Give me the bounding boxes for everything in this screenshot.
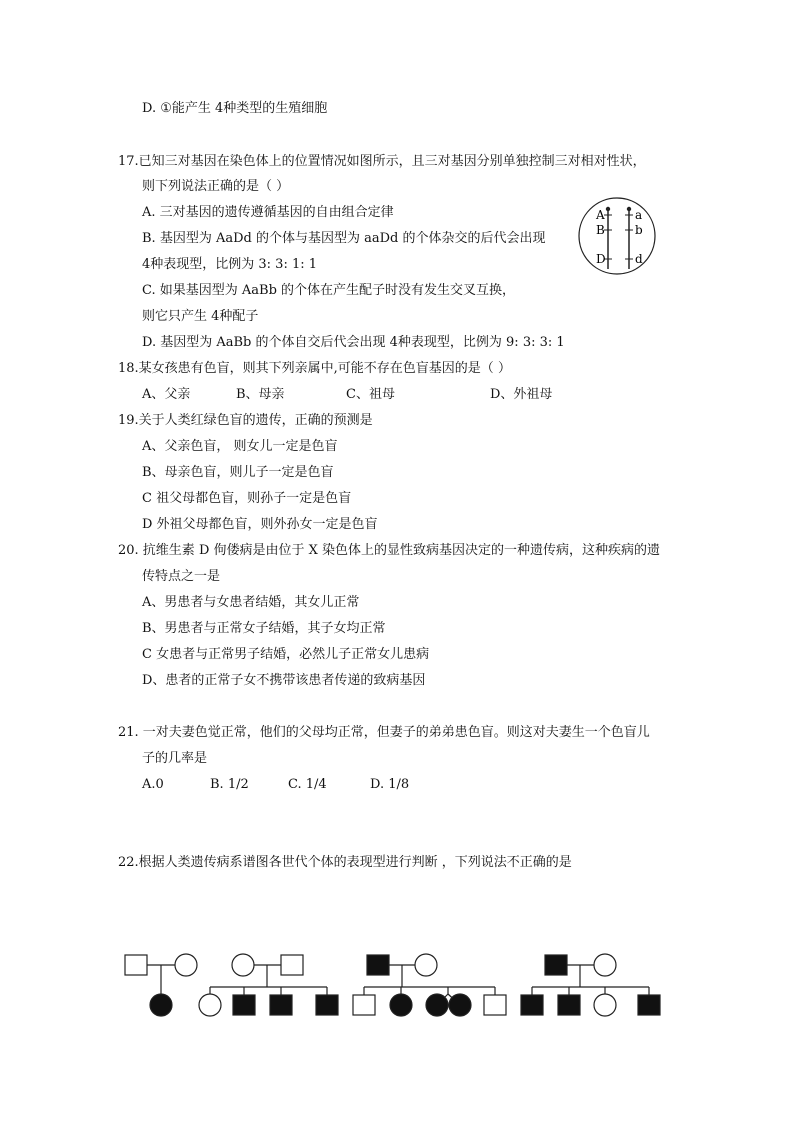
female-normal <box>232 954 254 976</box>
allele-label-d-upper: D <box>596 252 606 266</box>
q21-option-b: B. 1/2 <box>210 777 249 792</box>
male-affected <box>316 995 338 1015</box>
q17-option-a: A. 三对基因的遗传遵循基因的自由组合定律 <box>142 205 394 220</box>
q20-stem-line2: 传特点之一是 <box>142 569 221 584</box>
q17-option-c-line2: 则它只产生 4种配子 <box>142 309 259 324</box>
female-normal <box>594 954 616 976</box>
q20-option-b: B、男患者与正常女子结婚，其子女均正常 <box>142 621 386 636</box>
q20-option-a: A、男患者与女患者结婚，其女儿正常 <box>142 595 360 610</box>
male-affected <box>545 955 567 975</box>
male-affected <box>233 995 255 1015</box>
female-affected <box>390 994 412 1016</box>
female-affected-twin <box>449 994 471 1016</box>
pedigree-charts <box>110 945 670 1023</box>
q20-option-c: C 女患者与正常男子结婚，必然儿子正常女儿患病 <box>142 647 430 662</box>
pedigree-family-4 <box>521 954 660 1016</box>
q17-option-c-line1: C. 如果基因型为 AaBb 的个体在产生配子时没有发生交叉互换， <box>142 283 516 298</box>
q17-stem-line2: 则下列说法正确的是（ ） <box>142 179 290 194</box>
female-affected <box>150 994 172 1016</box>
q17-stem-line1: 17.已知三对基因在染色体上的位置情况如图所示，且三对基因分别单独控制三对相对性状， <box>118 154 646 169</box>
male-normal <box>484 995 506 1015</box>
female-normal <box>594 994 616 1016</box>
female-normal <box>199 994 221 1016</box>
q16-option-d: D. ①能产生 4种类型的生殖细胞 <box>142 101 328 116</box>
q17-option-d: D. 基因型为 AaBb 的个体自交后代会出现 4种表现型，比例为 9: 3: 3: 1 <box>142 335 565 350</box>
female-normal <box>415 954 437 976</box>
q20-stem-line1: 20. 抗维生素 D 佝偻病是由位于 X 染色体上的显性致病基因决定的一种遗传病，这种疾病的遗 <box>118 543 661 558</box>
male-affected <box>367 955 389 975</box>
male-affected <box>521 995 543 1015</box>
male-normal <box>353 995 375 1015</box>
pedigree-family-2 <box>199 954 338 1016</box>
q17-option-b-line2: 4种表现型，比例为 3: 3: 1: 1 <box>142 257 318 272</box>
pedigree-family-1 <box>125 954 197 1016</box>
q19-option-d: D 外祖父母都色盲，则外孙女一定是色盲 <box>142 517 378 532</box>
male-affected <box>558 995 580 1015</box>
centromere-right <box>627 207 631 211</box>
q21-option-d: D. 1/8 <box>370 777 410 792</box>
q21-option-a: A.0 <box>142 777 164 792</box>
q22-stem: 22.根据人类遗传病系谱图各世代个体的表现型进行判断 ，下列说法不正确的是 <box>118 855 572 870</box>
male-normal <box>281 955 303 975</box>
q21-option-c: C. 1/4 <box>288 777 327 792</box>
chromosome-figure <box>577 195 657 277</box>
q18-option-a: A、父亲 <box>142 387 191 402</box>
q18-option-c: C、祖母 <box>346 387 395 402</box>
q19-option-b: B、母亲色盲，则儿子一定是色盲 <box>142 465 334 480</box>
q19-stem: 19.关于人类红绿色盲的遗传，正确的预测是 <box>118 413 373 428</box>
female-normal <box>175 954 197 976</box>
q19-option-a: A、父亲色盲， 则女儿一定是色盲 <box>142 439 338 454</box>
centromere-left <box>606 207 610 211</box>
male-affected <box>270 995 292 1015</box>
allele-label-d-lower: d <box>635 252 643 266</box>
q18-option-d: D、外祖母 <box>490 387 553 402</box>
allele-label-b-lower: b <box>635 223 643 237</box>
q21-stem-line1: 21. 一对夫妻色觉正常，他们的父母均正常，但妻子的弟弟患色盲。则这对夫妻生一个色盲儿 <box>118 725 650 740</box>
allele-label-a-upper: A <box>596 208 605 222</box>
q21-stem-line2: 子的几率是 <box>142 751 208 766</box>
q19-option-c: C 祖父母都色盲，则孙子一定是色盲 <box>142 491 352 506</box>
pedigree-family-3 <box>353 954 506 1016</box>
allele-label-a-lower: a <box>635 208 643 222</box>
allele-label-b-upper: B <box>596 223 605 237</box>
q20-option-d: D、患者的正常子女不携带该患者传递的致病基因 <box>142 673 426 688</box>
female-affected-twin <box>426 994 448 1016</box>
q18-stem: 18.某女孩患有色盲，则其下列亲属中,可能不存在色盲基因的是（ ） <box>118 361 511 376</box>
cell-outline <box>579 198 655 274</box>
q17-option-b-line1: B. 基因型为 AaDd 的个体与基因型为 aaDd 的个体杂交的后代会出现 <box>142 231 546 246</box>
q18-option-b: B、母亲 <box>236 387 285 402</box>
male-affected <box>638 995 660 1015</box>
male-normal <box>125 955 147 975</box>
